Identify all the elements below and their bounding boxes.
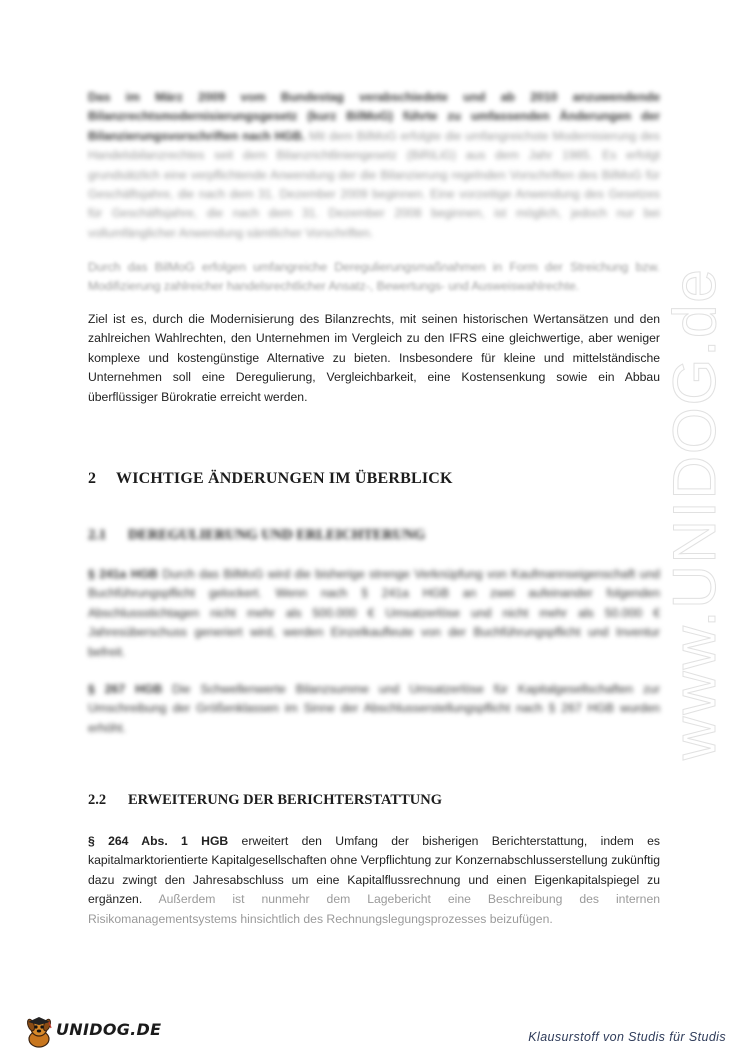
intro-paragraph — [88, 88, 660, 243]
section-2-2-paragraph-text: erweitert den Umfang der bisherigen Berichterstattung, indem es kapitalmarktorientierte Kapitalgesellschaften ohne Verpflichtung zur Konzernabschlusserstellung zukünftig dazu zwingt den Jahresabschluss um eine Kapitalflussrechnung und einen Eigenkapitalspiegel zu ergänzen. — [88, 834, 660, 907]
section-2-2-paragraph-bold: § 264 Abs. 1 HGB — [88, 834, 229, 848]
section-2-1-paragraph-2-text: Die Schwellenwerte Bilanzsumme und Umsatzerlöse für Kapitalgesellschaften zur Umschreibung der Größenklassen im Sinne der Abschlusserstellungspflicht nach § 267 HGB wurden erhöht. — [88, 682, 661, 735]
goal-paragraph: Ziel ist es, durch die Modernisierung des Bilanzrechts, mit seinen historischen Wertansätzen und den zahlreichen Wahlrechten, den Unternehmen im Vergleich zu den IFRS eine gleichwertige, aber weniger komplexe und kostengünstige Alternative zu bieten. Insbesondere für kleine und mittelständische Unternehmen soll eine Deregulierung, Vergleichbarkeit, eine Kostensenkung sowie ein Abbau überflüssiger Bürokratie erreicht werden. — [88, 312, 660, 404]
section-2-1-number: 2.1 — [88, 527, 107, 543]
section-2-2-paragraph-faint: Außerdem ist nunmehr dem Lagebericht eine Beschreibung des internen Risikomanagementsystems hinsichtlich des Rechnungslegungsprozesses beizufügen. — [88, 892, 660, 926]
intro-paragraph-bold: Das im März 2009 vom Bundestag verabschiedete und ab 2010 anzuwendende Bilanzrechtsmodernisierungsgesetz (kurz BilMoG) führte zu umfassenden Änderungen der Bilanzierungsvorschriften nach HGB. — [88, 90, 660, 143]
section-2-number: 2 — [88, 470, 97, 487]
section-2-2-paragraph — [88, 832, 660, 929]
section-2-1-paragraph-2 — [88, 680, 660, 738]
section-2-1-title: DEREGULIERUNG UND ERLEICHTERUNG — [128, 527, 426, 543]
section-2-1-paragraph-2-bold: § 267 HGB — [88, 682, 163, 696]
section-2-2-heading — [88, 792, 442, 809]
intro-paragraph-rest: Mit dem BilMoG erfolgte die umfangreichste Modernisierung des Handelsbilanzrechtes seit dem Bilanzrichtliniengesetz (BiRiLiG) aus dem Jahr 1985. Es erfolgt grundsätzlich eine verpflichtende Anwendung der die Bilanzierung regelnden Vorschriften des BilMoG für Geschäftsjahre, die nach dem 31. Dezember 2009 beginnen. Eine vorzeitige Anwendung des Gesetzes für Geschäftsjahre, die nach dem 31. Dezember 2008 beginnen, ist möglich, jedoch nur bei vollumfänglicher Anwendung sämtlicher Vorschriften. — [88, 128, 660, 240]
section-2-2-title: ERWEITERUNG DER BERICHTERSTATTUNG — [128, 792, 442, 808]
section-2-1-heading — [88, 527, 425, 544]
section-2-heading — [88, 470, 453, 488]
footer-logo — [22, 1012, 162, 1052]
section-2-1-paragraph-1-bold: § 241a HGB — [88, 567, 158, 581]
logo-text: UNIDOG.DE — [56, 1020, 162, 1039]
deregulation-paragraph: Durch das BilMoG erfolgen umfangreiche Deregulierungsmaßnahmen in Form der Streichung bzw. Modifizierung zahlreicher handelsrechtlicher Ansatz-, Bewertungs- und Ausweiswahlrechte. — [88, 260, 660, 294]
dog-mascot-icon — [22, 1014, 58, 1050]
watermark-text: www.UNIDOG.de — [661, 267, 728, 760]
section-2-1-paragraph-1-text: Durch das BilMoG wird die bisherige strenge Verknüpfung von Kaufmannseigenschaft und Buchführungspflicht gelockert. Wenn nach § 241a HGB an zwei aufeinander folgenden Abschlussstichtagen nicht mehr als 500.000 € Umsatzerlöse und nicht mehr als 50.000 € Jahresüberschuss generiert wird, werden Einzelkaufleute von der Buchführungspflicht und Inventur befreit. — [88, 567, 661, 659]
section-2-title: WICHTIGE ÄNDERUNGEN IM ÜBERBLICK — [116, 470, 453, 487]
section-2-2-number: 2.2 — [88, 792, 107, 808]
section-2-1-paragraph-1 — [88, 565, 660, 662]
footer-tagline: Klausurstoff von Studis für Studis — [528, 1030, 726, 1044]
